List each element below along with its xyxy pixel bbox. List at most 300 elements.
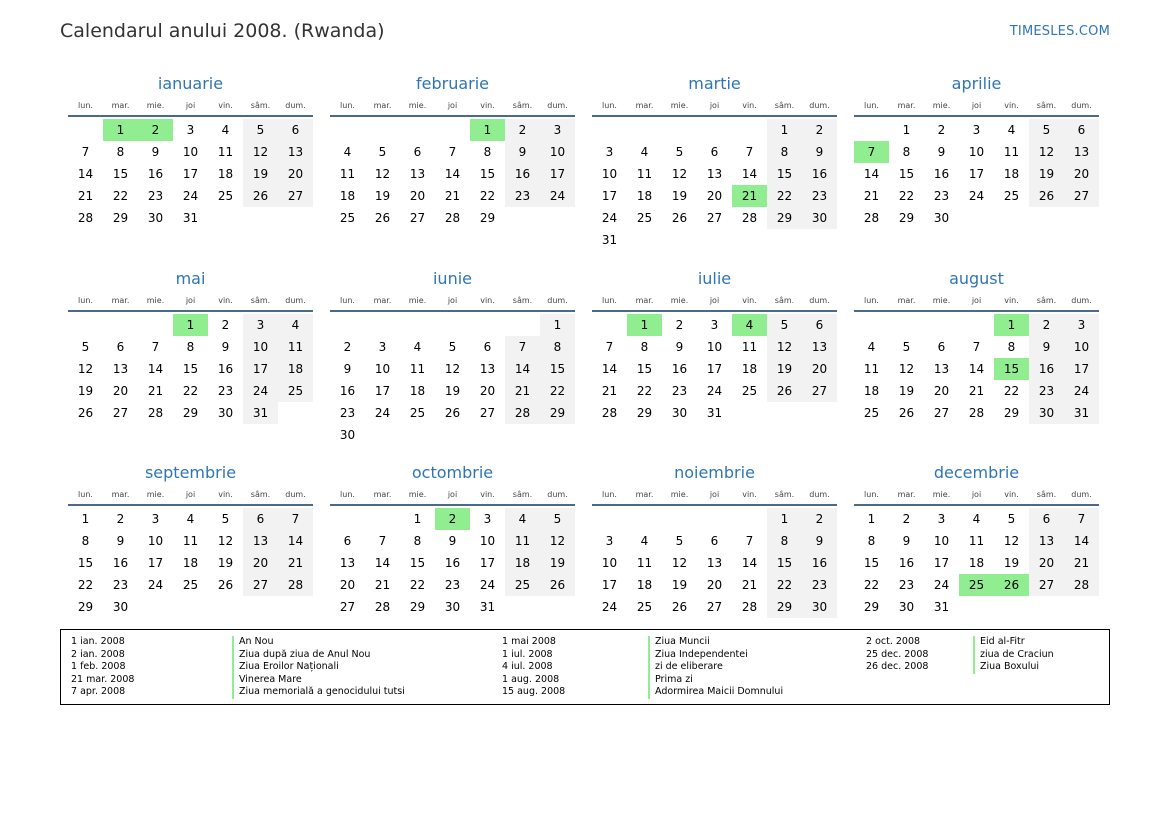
day-cell: 16: [802, 552, 837, 574]
weekday-label: lun.: [78, 490, 93, 499]
day-cell: 30: [217, 406, 234, 420]
day-cell: 11: [505, 530, 540, 552]
day-cell: 16: [112, 556, 129, 570]
day-cell: 5: [540, 508, 575, 530]
month-martie: [592, 72, 837, 251]
day-cell: 13: [933, 362, 950, 376]
day-cell: 22: [409, 578, 426, 592]
day-cell: 16: [217, 362, 234, 376]
day-cell: 23: [147, 189, 164, 203]
holiday-date: 15 aug. 2008: [502, 686, 566, 697]
weekday-label: sâm.: [774, 296, 795, 305]
weekday-label: dum.: [285, 296, 306, 305]
month-ianuarie: [68, 72, 313, 229]
day-cell: 27: [479, 406, 496, 420]
day-cell: 31: [706, 406, 723, 420]
day-cell: 11: [636, 167, 653, 181]
day-cell: 9: [448, 534, 457, 548]
month-august: [854, 267, 1099, 424]
day-cell: 18: [278, 358, 313, 380]
holiday-day-cell: 26: [994, 574, 1029, 596]
day-cell: 28: [601, 406, 618, 420]
day-blank: [435, 119, 470, 141]
day-cell: 3: [540, 119, 575, 141]
weekday-label: lun.: [602, 490, 617, 499]
day-cell: 3: [378, 340, 387, 354]
day-cell: 30: [802, 596, 837, 618]
weekday-label: mar.: [111, 101, 130, 110]
weekday-header: [592, 291, 837, 312]
weekday-label: vin.: [218, 296, 233, 305]
weekday-label: vin.: [218, 490, 233, 499]
day-cell: 17: [243, 358, 278, 380]
day-cell: 13: [409, 167, 426, 181]
holiday-day-cell: 1: [470, 119, 505, 141]
day-cell: 16: [1029, 358, 1064, 380]
day-cell: 14: [863, 167, 880, 181]
legend-names-column: [648, 636, 783, 699]
day-grid: [854, 117, 1099, 229]
day-cell: 25: [741, 384, 758, 398]
weekday-label: sâm.: [512, 490, 533, 499]
day-grid: [330, 117, 575, 229]
day-blank: [400, 314, 435, 336]
day-cell: 6: [1064, 119, 1099, 141]
day-cell: 8: [640, 340, 649, 354]
day-cell: 25: [636, 600, 653, 614]
holiday-date: 4 iul. 2008: [502, 661, 553, 672]
holiday-date: 25 dec. 2008: [866, 648, 929, 660]
weekday-label: mar.: [897, 101, 916, 110]
day-cell: 4: [640, 534, 649, 548]
day-cell: 5: [675, 145, 684, 159]
month-name: februarie: [415, 74, 490, 93]
day-cell: 26: [374, 211, 391, 225]
weekday-label: dum.: [1071, 296, 1092, 305]
day-cell: 22: [767, 574, 802, 596]
weekday-label: vin.: [218, 101, 233, 110]
day-cell: 25: [182, 578, 199, 592]
day-cell: 24: [147, 578, 164, 592]
day-cell: 13: [1029, 530, 1064, 552]
weekday-label: lun.: [864, 101, 879, 110]
holiday-date: 21 mar. 2008: [71, 673, 135, 685]
day-cell: 31: [933, 600, 950, 614]
day-cell: 23: [339, 406, 356, 420]
day-cell: 9: [675, 340, 684, 354]
day-cell: 26: [898, 406, 915, 420]
holiday-name: Ziua Boxului: [973, 661, 1054, 674]
day-cell: 13: [243, 530, 278, 552]
weekday-label: vin.: [742, 490, 757, 499]
day-cell: 20: [409, 189, 426, 203]
day-cell: 9: [802, 141, 837, 163]
day-cell: 2: [116, 512, 125, 526]
day-cell: 17: [1064, 358, 1099, 380]
day-cell: 30: [1029, 402, 1064, 424]
day-cell: 18: [505, 552, 540, 574]
month-aprilie: [854, 72, 1099, 229]
day-cell: 26: [77, 406, 94, 420]
month-septembrie: [68, 461, 313, 618]
month-name: aprilie: [951, 74, 1002, 93]
holiday-name: zi de eliberare: [648, 661, 783, 674]
legend-dates-column: [502, 636, 565, 699]
day-cell: 12: [898, 362, 915, 376]
day-cell: 28: [968, 406, 985, 420]
day-cell: 6: [278, 119, 313, 141]
day-cell: 12: [671, 556, 688, 570]
day-cell: 19: [1029, 163, 1064, 185]
holiday-day-cell: 1: [173, 314, 208, 336]
page-title: Calendarul anului 2008. (Rwanda): [60, 20, 385, 42]
day-cell: 28: [1064, 574, 1099, 596]
day-blank: [505, 314, 540, 336]
day-cell: 30: [898, 600, 915, 614]
day-cell: 8: [1007, 340, 1016, 354]
day-cell: 26: [671, 600, 688, 614]
day-cell: 10: [243, 336, 278, 358]
month-name: iunie: [432, 269, 472, 288]
day-cell: 3: [605, 534, 614, 548]
month-iulie: [592, 267, 837, 424]
day-cell: 2: [802, 119, 837, 141]
day-cell: 30: [147, 211, 164, 225]
day-cell: 25: [1003, 189, 1020, 203]
day-cell: 6: [802, 314, 837, 336]
day-cell: 17: [479, 556, 496, 570]
weekday-header: [854, 291, 1099, 312]
day-cell: 28: [741, 211, 758, 225]
holiday-day-cell: 7: [854, 141, 889, 163]
day-cell: 9: [902, 534, 911, 548]
day-cell: 11: [968, 534, 985, 548]
day-cell: 21: [77, 189, 94, 203]
month-octombrie: [330, 461, 575, 618]
weekday-label: sâm.: [774, 101, 795, 110]
month-name: octombrie: [411, 463, 494, 482]
holiday-day-cell: 25: [959, 574, 994, 596]
weekday-label: joi: [971, 296, 982, 305]
day-cell: 31: [182, 211, 199, 225]
day-cell: 1: [767, 119, 802, 141]
day-cell: 14: [601, 362, 618, 376]
day-blank: [68, 119, 103, 141]
day-cell: 8: [116, 145, 125, 159]
day-cell: 5: [902, 340, 911, 354]
weekday-label: mar.: [111, 296, 130, 305]
day-cell: 11: [409, 362, 426, 376]
day-blank: [435, 314, 470, 336]
day-blank: [959, 314, 994, 336]
day-cell: 22: [77, 578, 94, 592]
weekday-header: [330, 96, 575, 117]
month-decembrie: [854, 461, 1099, 618]
day-cell: 20: [706, 578, 723, 592]
month-februarie: [330, 72, 575, 229]
day-cell: 15: [767, 552, 802, 574]
day-cell: 22: [636, 384, 653, 398]
weekday-label: dum.: [547, 101, 568, 110]
weekday-label: mie.: [670, 101, 689, 110]
day-cell: 13: [479, 362, 496, 376]
day-cell: 10: [601, 167, 618, 181]
day-cell: 29: [767, 596, 802, 618]
day-blank: [854, 119, 889, 141]
weekday-label: sâm.: [774, 490, 795, 499]
weekday-label: dum.: [1071, 101, 1092, 110]
day-cell: 16: [147, 167, 164, 181]
holiday-name: Vinerea Mare: [232, 674, 405, 687]
weekday-label: lun.: [864, 490, 879, 499]
day-blank: [103, 314, 138, 336]
day-cell: 12: [374, 167, 391, 181]
day-cell: 4: [278, 314, 313, 336]
day-cell: 7: [448, 145, 457, 159]
day-cell: 23: [802, 185, 837, 207]
day-cell: 7: [378, 534, 387, 548]
day-cell: 12: [1029, 141, 1064, 163]
day-cell: 31: [479, 600, 496, 614]
day-cell: 14: [278, 530, 313, 552]
weekday-label: mie.: [146, 296, 165, 305]
day-cell: 30: [112, 600, 129, 614]
weekday-label: vin.: [480, 490, 495, 499]
weekday-label: dum.: [285, 490, 306, 499]
day-cell: 25: [217, 189, 234, 203]
day-cell: 21: [741, 578, 758, 592]
day-blank: [138, 314, 173, 336]
weekday-label: sâm.: [1036, 101, 1057, 110]
day-cell: 31: [243, 402, 278, 424]
weekday-label: lun.: [864, 296, 879, 305]
day-cell: 26: [444, 406, 461, 420]
weekday-label: lun.: [340, 490, 355, 499]
day-cell: 12: [767, 336, 802, 358]
month-name: ianuarie: [157, 74, 224, 93]
weekday-label: mie.: [932, 490, 951, 499]
month-iunie: [330, 267, 575, 446]
day-cell: 7: [1064, 508, 1099, 530]
holiday-date: 1 ian. 2008: [71, 636, 125, 647]
day-cell: 7: [151, 340, 160, 354]
holiday-date: 1 mai 2008: [502, 636, 556, 647]
day-cell: 6: [483, 340, 492, 354]
holiday-date: 2 ian. 2008: [71, 648, 125, 660]
weekday-label: mie.: [146, 101, 165, 110]
day-cell: 19: [374, 189, 391, 203]
weekday-label: lun.: [602, 101, 617, 110]
weekday-label: vin.: [1004, 296, 1019, 305]
day-blank: [365, 119, 400, 141]
day-cell: 10: [182, 145, 199, 159]
day-cell: 18: [182, 556, 199, 570]
day-cell: 25: [339, 211, 356, 225]
holiday-day-cell: 2: [435, 508, 470, 530]
day-cell: 13: [278, 141, 313, 163]
day-cell: 27: [112, 406, 129, 420]
day-cell: 7: [278, 508, 313, 530]
weekday-label: joi: [447, 296, 458, 305]
day-blank: [697, 119, 732, 141]
legend-dates-column: [866, 636, 928, 674]
day-cell: 25: [409, 406, 426, 420]
day-cell: 29: [540, 402, 575, 424]
day-cell: 18: [863, 384, 880, 398]
day-blank: [627, 508, 662, 530]
holiday-day-cell: 1: [627, 314, 662, 336]
weekday-label: joi: [185, 296, 196, 305]
day-cell: 25: [278, 380, 313, 402]
day-cell: 6: [710, 534, 719, 548]
weekday-label: vin.: [1004, 490, 1019, 499]
day-blank: [330, 508, 365, 530]
site-link[interactable]: TIMESLES.COM: [1009, 24, 1110, 39]
day-cell: 18: [741, 362, 758, 376]
day-blank: [697, 508, 732, 530]
weekday-label: mie.: [932, 101, 951, 110]
day-cell: 28: [77, 211, 94, 225]
weekday-label: dum.: [547, 490, 568, 499]
day-cell: 19: [1003, 556, 1020, 570]
day-cell: 12: [243, 141, 278, 163]
weekday-label: mie.: [408, 101, 427, 110]
day-cell: 1: [767, 508, 802, 530]
weekday-label: lun.: [602, 296, 617, 305]
day-cell: 12: [444, 362, 461, 376]
day-cell: 1: [902, 123, 911, 137]
day-cell: 16: [505, 163, 540, 185]
weekday-header: [68, 291, 313, 312]
weekday-label: sâm.: [250, 101, 271, 110]
day-cell: 21: [601, 384, 618, 398]
weekday-header: [592, 96, 837, 117]
weekday-label: mie.: [408, 490, 427, 499]
day-cell: 8: [767, 141, 802, 163]
day-cell: 17: [933, 556, 950, 570]
weekday-label: mar.: [635, 296, 654, 305]
day-cell: 7: [972, 340, 981, 354]
month-noiembrie: [592, 461, 837, 618]
day-cell: 19: [217, 556, 234, 570]
day-cell: 9: [1029, 336, 1064, 358]
weekday-label: vin.: [480, 296, 495, 305]
day-cell: 21: [374, 578, 391, 592]
day-cell: 23: [671, 384, 688, 398]
day-cell: 23: [802, 574, 837, 596]
day-cell: 16: [339, 384, 356, 398]
day-cell: 9: [505, 141, 540, 163]
day-cell: 15: [636, 362, 653, 376]
weekday-label: joi: [709, 490, 720, 499]
day-cell: 25: [636, 211, 653, 225]
day-grid: [68, 117, 313, 229]
day-cell: 29: [182, 406, 199, 420]
day-cell: 23: [933, 189, 950, 203]
day-cell: 22: [898, 189, 915, 203]
holiday-name: An Nou: [232, 636, 405, 649]
day-cell: 8: [767, 530, 802, 552]
day-cell: 8: [902, 145, 911, 159]
day-cell: 24: [706, 384, 723, 398]
day-cell: 30: [671, 406, 688, 420]
day-cell: 17: [147, 556, 164, 570]
day-cell: 20: [243, 552, 278, 574]
day-cell: 17: [601, 189, 618, 203]
day-blank: [470, 314, 505, 336]
day-cell: 6: [1029, 508, 1064, 530]
weekday-label: dum.: [809, 490, 830, 499]
day-cell: 19: [898, 384, 915, 398]
day-cell: 28: [741, 600, 758, 614]
day-cell: 28: [278, 574, 313, 596]
day-cell: 9: [151, 145, 160, 159]
weekday-label: mie.: [670, 490, 689, 499]
day-cell: 4: [221, 123, 230, 137]
weekday-label: joi: [709, 101, 720, 110]
day-cell: 26: [1029, 185, 1064, 207]
weekday-label: vin.: [1004, 101, 1019, 110]
day-cell: 24: [479, 578, 496, 592]
weekday-header: [330, 291, 575, 312]
day-cell: 3: [186, 123, 195, 137]
day-cell: 29: [112, 211, 129, 225]
day-cell: 24: [933, 578, 950, 592]
day-cell: 7: [605, 340, 614, 354]
weekday-label: lun.: [340, 296, 355, 305]
weekday-header: [68, 485, 313, 506]
day-cell: 19: [77, 384, 94, 398]
day-cell: 24: [601, 600, 618, 614]
day-cell: 26: [767, 380, 802, 402]
month-mai: [68, 267, 313, 424]
holiday-date: 1 feb. 2008: [71, 661, 126, 672]
day-cell: 11: [339, 167, 356, 181]
day-cell: 27: [1064, 185, 1099, 207]
day-cell: 2: [343, 340, 352, 354]
weekday-label: joi: [971, 101, 982, 110]
day-cell: 11: [1003, 145, 1020, 159]
day-cell: 17: [182, 167, 199, 181]
day-cell: 15: [540, 358, 575, 380]
holiday-legend: [60, 629, 1110, 705]
day-cell: 24: [540, 185, 575, 207]
day-cell: 12: [540, 530, 575, 552]
day-grid: [854, 506, 1099, 618]
weekday-label: vin.: [742, 296, 757, 305]
day-cell: 20: [933, 384, 950, 398]
day-cell: 14: [968, 362, 985, 376]
day-cell: 17: [374, 384, 391, 398]
day-cell: 21: [444, 189, 461, 203]
day-cell: 18: [968, 556, 985, 570]
day-cell: 18: [217, 167, 234, 181]
legend-names-column: [232, 636, 405, 699]
day-cell: 5: [378, 145, 387, 159]
day-cell: 7: [81, 145, 90, 159]
day-cell: 29: [898, 211, 915, 225]
day-cell: 22: [479, 189, 496, 203]
day-cell: 25: [863, 406, 880, 420]
day-cell: 30: [802, 207, 837, 229]
day-blank: [889, 314, 924, 336]
day-cell: 15: [898, 167, 915, 181]
holiday-name: Ziua memorială a genocidului tutsi: [232, 686, 405, 699]
day-cell: 16: [933, 167, 950, 181]
day-cell: 5: [1007, 512, 1016, 526]
day-cell: 23: [898, 578, 915, 592]
day-cell: 1: [867, 512, 876, 526]
